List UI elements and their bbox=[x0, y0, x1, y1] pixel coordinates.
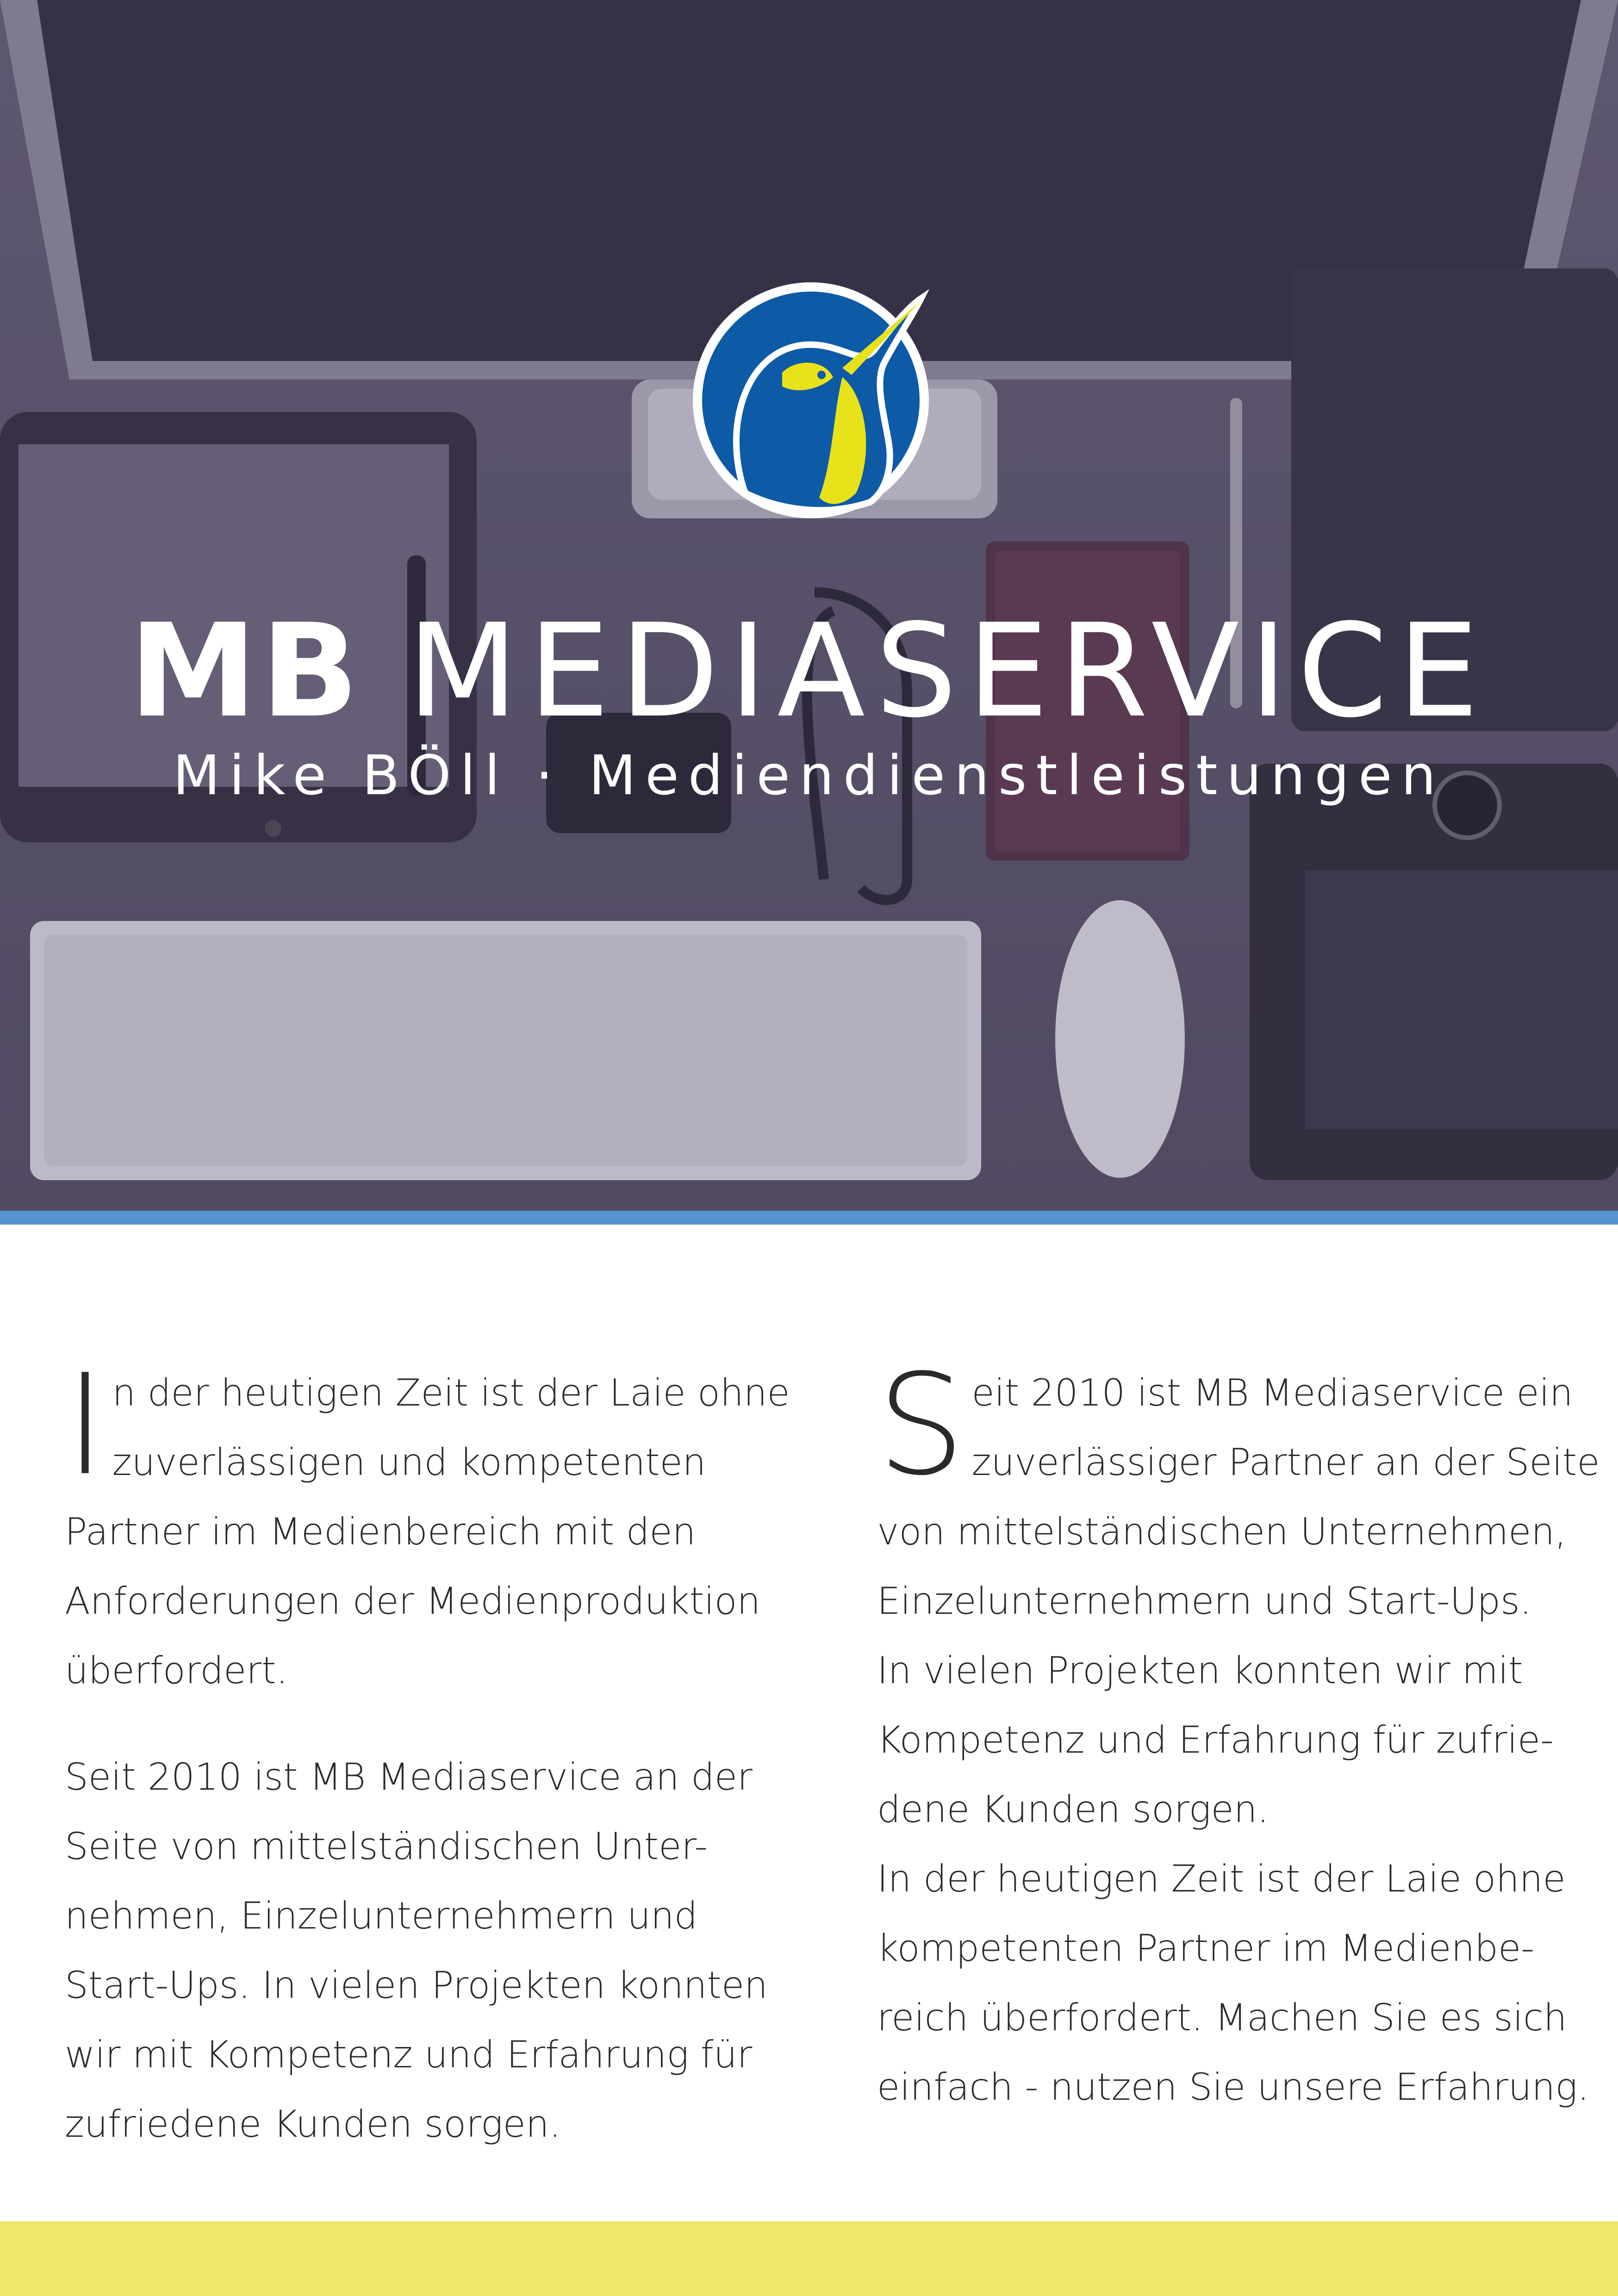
left-paragraph-2 bbox=[65, 1742, 768, 2159]
text-line: Anforderungen der Medienproduktion bbox=[65, 1580, 761, 1623]
brand-subtitle: Mike BÖll · Mediendienstleistungen bbox=[173, 743, 1445, 807]
text-line: Partner im Medienbereich mit den bbox=[65, 1510, 696, 1553]
brand-title-light: MEDIASERVICE bbox=[407, 596, 1489, 746]
text-line: zuverlässiger Partner an der Seite bbox=[971, 1441, 1600, 1484]
dropcap: I bbox=[65, 1344, 106, 1506]
footer-bar bbox=[0, 2221, 1618, 2296]
text-line: wir mit Kompetenz und Erfahrung für bbox=[65, 2033, 753, 2076]
text-line: zufriedene Kunden sorgen. bbox=[65, 2103, 561, 2146]
text-line: einfach - nutzen Sie unsere Erfahrung. bbox=[877, 2066, 1589, 2109]
dropcap: S bbox=[877, 1344, 965, 1506]
right-paragraph bbox=[877, 1344, 1600, 2122]
text-line: eit 2010 ist MB Mediaservice ein bbox=[971, 1371, 1573, 1414]
text-line: reich überfordert. Machen Sie es sich bbox=[877, 1996, 1567, 2039]
text-line: überfordert. bbox=[65, 1649, 288, 1692]
text-line: dene Kunden sorgen. bbox=[877, 1788, 1269, 1831]
accent-divider bbox=[0, 1211, 1618, 1225]
right-column bbox=[877, 1344, 1600, 2122]
text-line: zuverlässigen und kompetenten bbox=[112, 1441, 706, 1484]
brand-title-bold: MB bbox=[129, 596, 363, 746]
text-line: Start-Ups. In vielen Projekten konnten bbox=[65, 1964, 768, 2007]
text-line: n der heutigen Zeit ist der Laie ohne bbox=[112, 1371, 790, 1414]
text-line: Seite von mittelständischen Unter- bbox=[65, 1825, 708, 1868]
text-line: In vielen Projekten konnten wir mit bbox=[877, 1649, 1523, 1692]
text-line: Einzelunternehmern und Start-Ups. bbox=[877, 1580, 1532, 1623]
text-line: In der heutigen Zeit ist der Laie ohne bbox=[877, 1857, 1566, 1900]
text-line: von mittelständischen Unternehmen, bbox=[877, 1510, 1567, 1553]
text-line: Kompetenz und Erfahrung für zufrie- bbox=[877, 1718, 1554, 1761]
text-line: Seit 2010 ist MB Mediaservice an der bbox=[65, 1755, 753, 1798]
left-column bbox=[65, 1344, 790, 2159]
text-line: nehmen, Einzelunternehmern und bbox=[65, 1894, 698, 1937]
left-paragraph-1 bbox=[65, 1344, 790, 1705]
penguin-logo-icon bbox=[690, 275, 935, 523]
brand-title bbox=[0, 597, 1618, 745]
text-line: kompetenten Partner im Medienbe- bbox=[877, 1927, 1535, 1970]
